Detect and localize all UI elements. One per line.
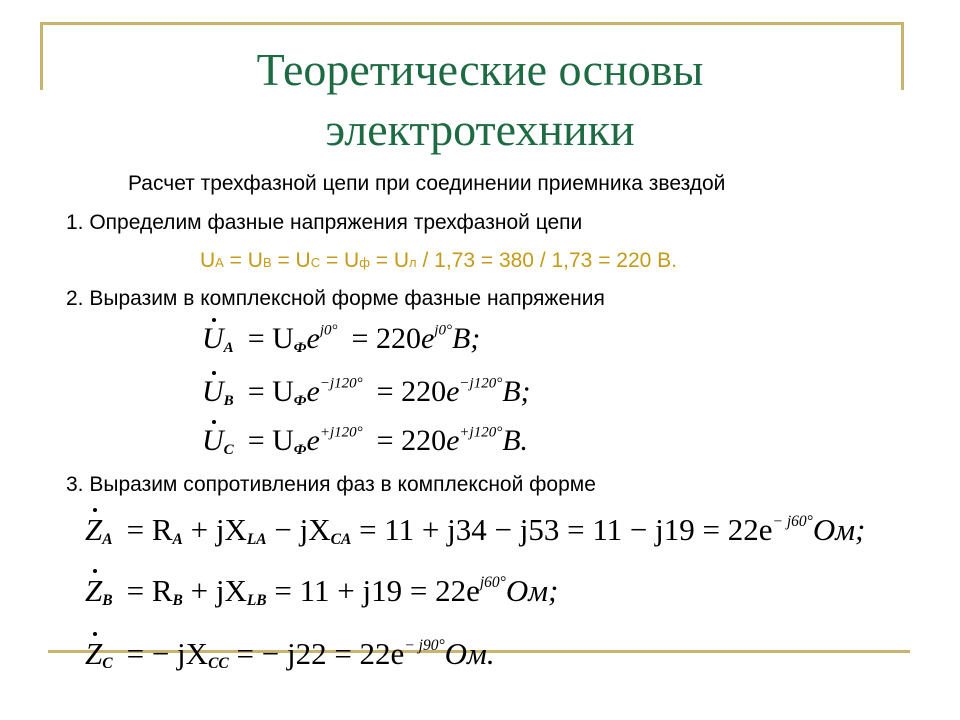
formula-part: = U <box>247 375 294 408</box>
formula-sub: Ф <box>293 441 307 458</box>
formula-part: − jX <box>266 512 331 547</box>
formula-sub: B <box>172 591 183 609</box>
formula-sub: A <box>215 255 224 270</box>
step-1-heading: 1. Определим фазные напряжения трехфазной цепи <box>66 211 583 234</box>
title-line-2: электротехники <box>325 104 635 155</box>
phasor-symbol: U <box>202 322 224 355</box>
phasor-sub: A <box>223 339 234 356</box>
phasor-symbol: Z <box>85 512 103 547</box>
exp-base: e <box>306 322 320 355</box>
phasor-sub: C <box>223 441 234 458</box>
phasor-symbol: Z <box>85 573 103 608</box>
step-3-heading: 3. Выразим сопротивления фаз в комплексной форме <box>66 473 596 496</box>
step-2-heading: 2. Выразим в комплексной форме фазные напряжения <box>66 287 605 310</box>
phasor-symbol: U <box>202 424 224 457</box>
voltage-formula-a <box>202 322 480 357</box>
frame-top-line <box>40 22 904 25</box>
formula-part: = 11 + j34 − j53 = 11 − j19 = 22e <box>351 512 773 547</box>
formula-text: = U <box>369 249 410 272</box>
exp-base: e <box>306 375 320 408</box>
unit: Ом; <box>505 573 559 608</box>
exponent: −j120° <box>319 375 363 392</box>
impedance-formula-a <box>85 512 865 549</box>
formula-sub: LB <box>246 591 267 609</box>
phasor-sub: B <box>223 392 234 409</box>
exp-base: e <box>446 375 460 408</box>
exponent: j60° <box>479 574 506 592</box>
exponent: j0° <box>434 322 452 339</box>
formula-part: = R <box>126 573 173 608</box>
unit: Ом. <box>444 636 495 671</box>
exponent: −j120° <box>459 375 503 392</box>
formula-part: = 11 + j19 = 22e <box>266 573 480 608</box>
impedance-formula-c <box>85 636 495 673</box>
unit: B; <box>451 322 481 355</box>
exponent: +j120° <box>319 424 363 441</box>
formula-text: = U <box>320 249 360 272</box>
exponent: +j120° <box>459 424 503 441</box>
unit: B; <box>502 375 531 408</box>
formula-sub: A <box>172 530 183 548</box>
voltage-formula-c <box>202 424 528 459</box>
formula-part: = 220 <box>376 375 447 408</box>
unit: Ом; <box>812 512 866 547</box>
phase-voltage-formula <box>200 249 677 273</box>
formula-sub: ф <box>359 255 370 270</box>
voltage-formula-b <box>202 375 531 410</box>
formula-sub: LA <box>246 530 267 548</box>
exp-base: e <box>420 322 435 355</box>
slide-subtitle: Расчет трехфазной цепи при соединении приемника звездой <box>128 172 726 195</box>
exponent: j0° <box>319 322 338 339</box>
formula-text: / 1,73 = 380 / 1,73 = 220 В. <box>416 249 678 272</box>
formula-text: = U <box>223 249 263 272</box>
frame-right-line <box>901 22 904 90</box>
formula-part: = − jX <box>126 636 209 671</box>
title-line-1: Теоретические основы <box>256 44 704 95</box>
formula-text: U <box>200 249 216 272</box>
unit: B. <box>502 424 529 457</box>
formula-text: = U <box>271 249 311 272</box>
formula-part: + jX <box>182 512 247 547</box>
phasor-symbol: Z <box>85 636 103 671</box>
formula-part: + jX <box>182 573 247 608</box>
frame-left-line <box>40 22 43 90</box>
formula-part: = U <box>247 322 294 355</box>
exponent: − j60° <box>772 513 813 531</box>
phasor-sub: A <box>102 530 113 548</box>
formula-part: = 220 <box>376 424 447 457</box>
phasor-sub: B <box>102 591 113 609</box>
formula-sub: CA <box>330 530 352 548</box>
slide-title <box>130 40 830 160</box>
formula-part: = 220 <box>351 322 421 355</box>
formula-sub: CC <box>208 654 229 672</box>
exp-base: e <box>306 424 320 457</box>
exp-base: e <box>446 424 460 457</box>
formula-sub: Ф <box>293 339 307 356</box>
formula-sub: C <box>310 255 321 270</box>
impedance-formula-b <box>85 573 558 610</box>
formula-part: = − j22 = 22e <box>228 636 405 671</box>
formula-sub: Ф <box>293 392 307 409</box>
formula-part: = U <box>247 424 294 457</box>
exponent: − j90° <box>404 637 445 655</box>
formula-sub: л <box>409 255 417 270</box>
phasor-symbol: U <box>202 375 224 408</box>
formula-part: = R <box>126 512 173 547</box>
formula-sub: B <box>262 255 272 270</box>
phasor-sub: C <box>102 654 113 672</box>
